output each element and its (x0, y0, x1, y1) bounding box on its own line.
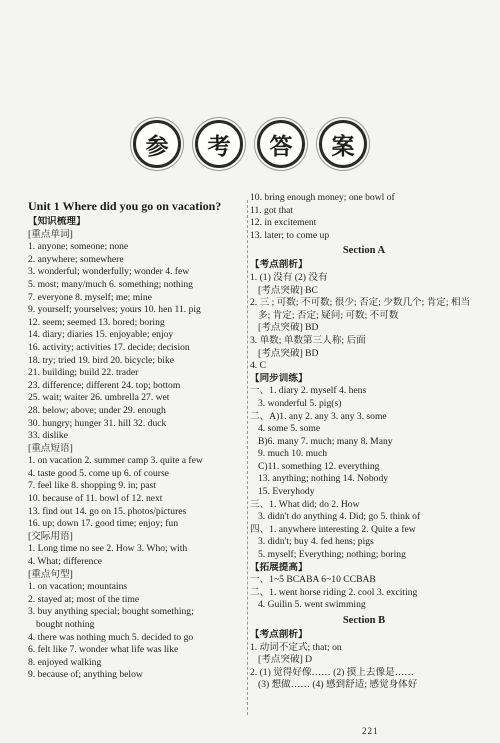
right-column (250, 192, 478, 692)
answer-line: 【同步训练】 (250, 372, 308, 384)
answer-line: 9. yourself; yourselves; yours 10. hen 11. pig (28, 304, 201, 316)
answer-line: 2. 三 ; 可数; 不可数; 很少; 否定; 少数几个; 肯定; 相当 (250, 297, 471, 309)
answer-line: [考点突破] BD (258, 322, 319, 334)
title-char: 答 (257, 120, 305, 168)
left-answer-list (28, 216, 246, 682)
answer-line: 1. on vacation 2. summer camp 3. quite a few (28, 455, 203, 467)
answer-line: [交际用语] (28, 530, 73, 542)
answer-line: 5. myself; Everything; nothing; boring (258, 549, 406, 561)
answer-line: 10. because of 11. bowl of 12. next (28, 493, 163, 505)
answer-line: 2. (1) 觉得好像…… (2) 摸上去像是…… (250, 666, 414, 678)
answer-line: 4. there was nothing much 5. decided to go (28, 631, 194, 643)
answer-line: 4. What; difference (28, 556, 102, 568)
section-a-list (250, 259, 478, 612)
answer-line: 一、1~5 BCABA 6~10 CCBAB (250, 574, 376, 586)
answer-line: 7. feel like 8. shopping 9. in; past (28, 480, 156, 492)
answer-line: 13. find out 14. go on 15. photos/pictures (28, 505, 187, 517)
answer-line: 5. most; many/much 6. something; nothing (28, 278, 193, 290)
answer-line: (3) 想做…… (4) 感到舒适; 感觉身体好 (258, 679, 418, 691)
answer-line: 16. activity; activities 17. decide; decision (28, 341, 190, 353)
section-a-heading: Section A (342, 245, 386, 257)
answer-line: 3. buy anything special; bought something; (28, 606, 194, 618)
left-column (28, 199, 246, 682)
answer-line: 8. enjoyed walking (28, 656, 102, 668)
answer-line: 二、A)1. any 2. any 3. any 3. some (250, 410, 387, 422)
answer-line: 12. seem; seemed 13. bored; boring (28, 316, 165, 328)
answer-line: 28. below; above; under 29. enough (28, 404, 166, 416)
answer-line: 3. didn't do anything 4. Did; go 5. think of (258, 511, 421, 523)
answer-line: 4. some 5. some (258, 423, 321, 435)
answer-line: [考点突破] BC (258, 284, 318, 296)
answer-line: B)6. many 7. much; many 8. Many (258, 435, 393, 447)
answer-line: bought nothing (36, 619, 95, 630)
answer-line: 18. try; tried 19. bird 20. bicycle; bike (28, 354, 175, 366)
section-b-heading: Section B (342, 615, 386, 626)
answer-line: 【拓展提高】 (250, 561, 308, 573)
answer-line: [重点单词] (28, 228, 73, 240)
unit-title: Unit 1 Where did you go on vacation? (28, 199, 222, 213)
column-divider (247, 200, 248, 715)
answer-line: 4. taste good 5. come up 6. of course (28, 467, 169, 479)
answer-line: 2. anywhere; somewhere (28, 253, 124, 265)
answer-line: 四、1. anywhere interesting 2. Quite a few (250, 523, 416, 535)
answer-line: 3. wonderful 5. pig(s) (258, 397, 342, 409)
section-b-list (250, 629, 478, 692)
answer-line: 1. Long time no see 2. How 3. Who; with (28, 543, 188, 555)
page-number: 221 (362, 726, 379, 736)
answer-line: 一、1. diary 2. myself 4. hens (250, 385, 367, 397)
answer-line: 7. everyone 8. myself; me; mine (28, 291, 152, 303)
answer-line: 9. because of; anything below (28, 669, 143, 681)
answer-line: 25. wait; waiter 26. umbrella 27. wet (28, 392, 170, 404)
answer-line: 6. felt like 7. wonder what life was like (28, 644, 179, 656)
answer-line: 15. Everyhody (258, 486, 315, 498)
answer-line: 3. 单数; 单数第三人称; 后面 (250, 334, 366, 346)
answer-line: 13. anything; nothing 14. Nobody (258, 473, 389, 485)
answer-line: 【考点剖析】 (250, 629, 308, 640)
answer-line: 14. diary; diaries 15. enjoyable; enjoy (28, 329, 174, 341)
title-char: 参 (133, 120, 181, 168)
answer-line: 11. got that (250, 204, 294, 216)
answer-line: [考点突破] D (258, 654, 313, 666)
right-top-list (250, 192, 478, 242)
answer-title (0, 120, 500, 168)
answer-line: 3. wonderful; wonderfully; wonder 4. few (28, 266, 190, 278)
answer-line: 10. bring enough money; one bowl of (250, 192, 395, 203)
answer-line: 【考点剖析】 (250, 259, 308, 271)
answer-line: 二、1. went horse riding 2. cool 3. exciting (250, 586, 418, 598)
answer-line: 4. Guilin 5. went swimming (258, 599, 366, 611)
answer-line: 1. 动词不定式; that; on (250, 641, 342, 653)
answer-line: 21. building; build 22. trader (28, 367, 139, 379)
answer-line: 多; 肯定; 否定; 疑问; 可数; 不可数 (258, 309, 399, 321)
title-char: 考 (195, 120, 243, 168)
answer-line: 三、1. What did; do 2. How (250, 498, 360, 510)
answer-line: 30. hungry; hunger 31. hill 32. duck (28, 417, 167, 429)
answer-line: 1. (1) 没有 (2) 没有 (250, 271, 328, 283)
answer-line: 16. up; down 17. good time; enjoy; fun (28, 518, 179, 530)
answer-line: 12. in excitement (250, 217, 317, 229)
answer-line: 4. C (250, 360, 266, 372)
answer-line: 2. stayed at; most of the time (28, 593, 140, 605)
answer-line: 23. difference; different 24. top; bottom (28, 379, 181, 391)
answer-line: 9. much 10. much (258, 448, 328, 460)
answer-line: [重点句型] (28, 568, 73, 580)
answer-line: C)11. something 12. everything (258, 460, 380, 472)
title-char: 案 (319, 120, 367, 168)
answer-line: [考点突破] BD (258, 347, 319, 359)
answer-line: 3. didn't; buy 4. fed hens; pigs (258, 536, 374, 548)
answer-line: [重点短语] (28, 442, 73, 454)
answer-line: 1. anyone; someone; none (28, 241, 129, 253)
answer-line: 1. on vacation; mountains (28, 581, 128, 593)
answer-line: 13. later; to come up (250, 229, 330, 241)
answer-line: 【知识梳理】 (28, 216, 86, 227)
answer-line: 33. dislike (28, 430, 68, 442)
